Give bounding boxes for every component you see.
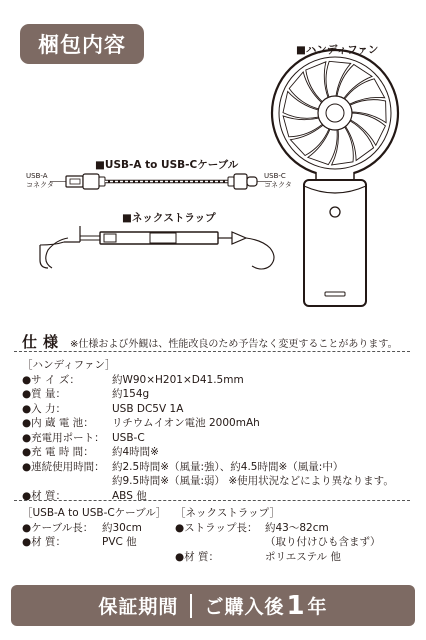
spec-header [22, 331, 398, 352]
spec-row [175, 521, 381, 536]
warranty-separator [190, 594, 192, 618]
warranty-label: 保証期間 [98, 596, 179, 618]
spec-key: ● 質 量： [22, 387, 112, 402]
usb-a-label [26, 172, 54, 190]
fan-spec-block [22, 358, 394, 503]
spec-value: PVC 他 [102, 536, 137, 548]
spec-key [175, 535, 265, 550]
strap-spec-heading: ［ネックストラップ］ [175, 507, 280, 519]
fan-label: ■ハンディファン [296, 44, 379, 56]
spec-key: ● ケーブル長： [22, 521, 102, 536]
spec-key-text: ストラップ長 [184, 521, 247, 534]
spec-value: ポリエステル 他 [265, 550, 341, 563]
spec-key-text: ケーブル長 [31, 521, 83, 534]
cable-spec-heading: ［USB-A to USB-Cケーブル］ [22, 507, 167, 519]
spec-row [22, 445, 394, 460]
usb-cable-illustration [50, 174, 272, 189]
spec-value: ABS 他 [112, 489, 147, 502]
warranty-prefix: ご購入後 [204, 596, 285, 618]
spec-key-text: 充 電 時 間 [31, 446, 84, 458]
spec-note: ※仕様および外観は、性能改良のため予告なく変更することがあります。 [70, 339, 398, 350]
spec-key: ● サ イ ズ： [22, 373, 112, 388]
strap-spec-block [175, 506, 381, 564]
usb-c-label-line2: コネクタ [264, 181, 292, 189]
spec-row [22, 521, 166, 536]
spec-value: リチウムイオン電池 2000mAh [112, 417, 260, 429]
spec-key: ● 充電用ポート： [22, 431, 112, 446]
divider [14, 351, 410, 352]
spec-title: 仕様 [22, 333, 65, 351]
spec-value: 約4時間※ [112, 446, 159, 458]
spec-key-text: 連続使用時間 [31, 460, 95, 473]
spec-row [175, 535, 381, 550]
spec-row [22, 416, 394, 431]
usb-c-label [264, 172, 292, 190]
spec-value: 約2.5時間※（風量:強）、約4.5時間※（風量:中） [112, 460, 344, 473]
spec-key-text: 材 質 [31, 536, 56, 548]
spec-value: 約154g [112, 388, 150, 400]
warranty-unit: 年 [307, 596, 328, 618]
spec-key: ● 材 質： [22, 489, 112, 504]
spec-key: ● 内 蔵 電 池： [22, 416, 112, 431]
spec-key-text: 質 量 [31, 388, 56, 400]
spec-row [22, 387, 394, 402]
cable-spec-block [22, 506, 166, 550]
spec-key: ● 材 質： [22, 535, 102, 550]
spec-value: 約W90×H201×D41.5mm [112, 373, 244, 386]
warranty-number: 1 [286, 590, 306, 621]
spec-value: USB DC5V 1A [112, 402, 184, 415]
spec-key-text: 充電用ポート [31, 431, 95, 444]
spec-row [22, 373, 394, 388]
divider [14, 500, 410, 501]
spec-value: （取り付けひも含まず） [265, 536, 381, 548]
spec-row [22, 431, 394, 446]
spec-row [22, 402, 394, 417]
spec-key-text: 材 質 [31, 489, 56, 502]
spec-key: ● 入 力： [22, 402, 112, 417]
neck-strap-illustration [40, 226, 274, 269]
spec-key-text: 入 力 [31, 402, 56, 415]
spec-key: ● 連続使用時間： [22, 460, 112, 475]
spec-value: USB-C [112, 431, 145, 444]
spec-value: 約9.5時間※（風量:弱） ※使用状況などにより異なります。 [112, 475, 394, 487]
spec-key-text: 内 蔵 電 池 [31, 417, 84, 429]
spec-key-text: 材 質 [184, 550, 209, 563]
spec-key: ● 充 電 時 間： [22, 445, 112, 460]
strap-label: ■ネックストラップ [122, 212, 216, 224]
spec-row [22, 474, 394, 489]
spec-row [22, 535, 166, 550]
spec-key-text: サ イ ズ [31, 373, 70, 386]
usb-a-label-line2: コネクタ [26, 181, 54, 189]
spec-value: 約30cm [102, 521, 142, 534]
spec-key [22, 474, 112, 489]
section-badge-contents: 梱包内容 [20, 24, 144, 64]
spec-key: ● 材 質： [175, 550, 265, 565]
usb-c-label-line1: USB-C [264, 172, 286, 180]
spec-row [175, 550, 381, 565]
cable-label: ■USB-A to USB-Cケーブル [95, 159, 239, 171]
fan-spec-heading: ［ハンディファン］ [22, 359, 116, 371]
spec-value: 約43〜82cm [265, 521, 329, 534]
warranty-banner [11, 585, 415, 626]
usb-a-label-line1: USB-A [26, 172, 48, 180]
spec-row [22, 460, 394, 475]
spec-key: ● ストラップ長： [175, 521, 265, 536]
